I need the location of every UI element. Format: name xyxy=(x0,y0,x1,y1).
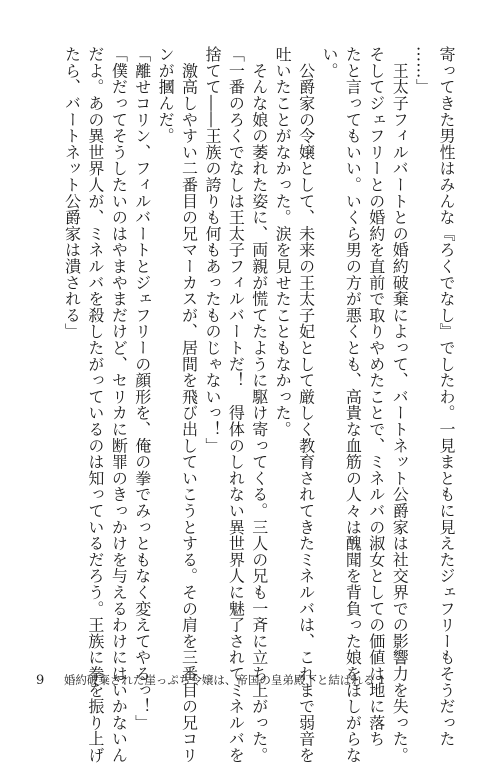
text-line: 吐いたことがなかった。涙を見せたこともなかった。 xyxy=(273,46,293,438)
page-footer xyxy=(36,672,385,688)
page-number: 9 xyxy=(36,673,45,688)
text-line: だよ。あの異世界人が、ミネルバを殺したがっているのは知っているだろう。王族に拳を振り上げ xyxy=(85,46,105,763)
text-line: 「離せコリン、フィルバートとジェフリーの顔形を、俺の拳でみっともなく変えてやるっ！」 xyxy=(132,46,152,731)
text-line: 「僕だってそうしたいのはやまやまだけど、セリカに断罪のきっかけを与えるわけにはいかないん xyxy=(109,46,129,763)
text-line: たら、バートネット公爵家は潰される」 xyxy=(62,46,82,340)
text-line: 寄ってきた男性はみんな『ろくでなし』でしたわ。一見まともに見えたジェフリーもそうだった xyxy=(437,46,456,747)
text-line: 王太子フィルバートとの婚約破棄によって、バートネット公爵家は社交界での影響力を失った。 xyxy=(390,46,410,763)
text-line: たと言ってもいい。いくら男の方が悪くとも、高貴な血筋の人々は醜聞を背負った娘をほしがらな xyxy=(343,46,363,763)
text-line: 激高しやすい二番目の兄マーカスが、居間を飛び出していこうとする。その肩を三番目の兄コリ xyxy=(179,46,199,763)
running-title: 婚約破棄された崖っぷち令嬢は、帝国の皇弟殿下と結ばれる 1 xyxy=(63,673,386,687)
text-line: 公爵家の令嬢として、未来の王太子妃として厳しく教育されてきたミネルバは、これまで弱音を xyxy=(296,46,316,763)
text-line: ンが摑んだ。 xyxy=(156,46,176,144)
text-line: 捨てて――王族の誇りも何もあったものじゃないっ！」 xyxy=(202,46,222,454)
text-line: い。 xyxy=(319,46,339,79)
text-line: ……」 xyxy=(413,46,433,95)
text-line: そしてジェフリーとの婚約を直前で取りやめたことで、ミネルバの淑女としての価値は地に落ち xyxy=(366,46,386,747)
text-line: そんな娘の萎れた姿に、両親が慌てたように駆け寄ってくる。三人の兄も一斉に立ち上がった。 xyxy=(249,46,269,763)
text-line: 「一番のろくでなしは王太子フィルバートだ！ 得体のしれない異世界人に魅了されてミネルバを xyxy=(226,46,246,763)
